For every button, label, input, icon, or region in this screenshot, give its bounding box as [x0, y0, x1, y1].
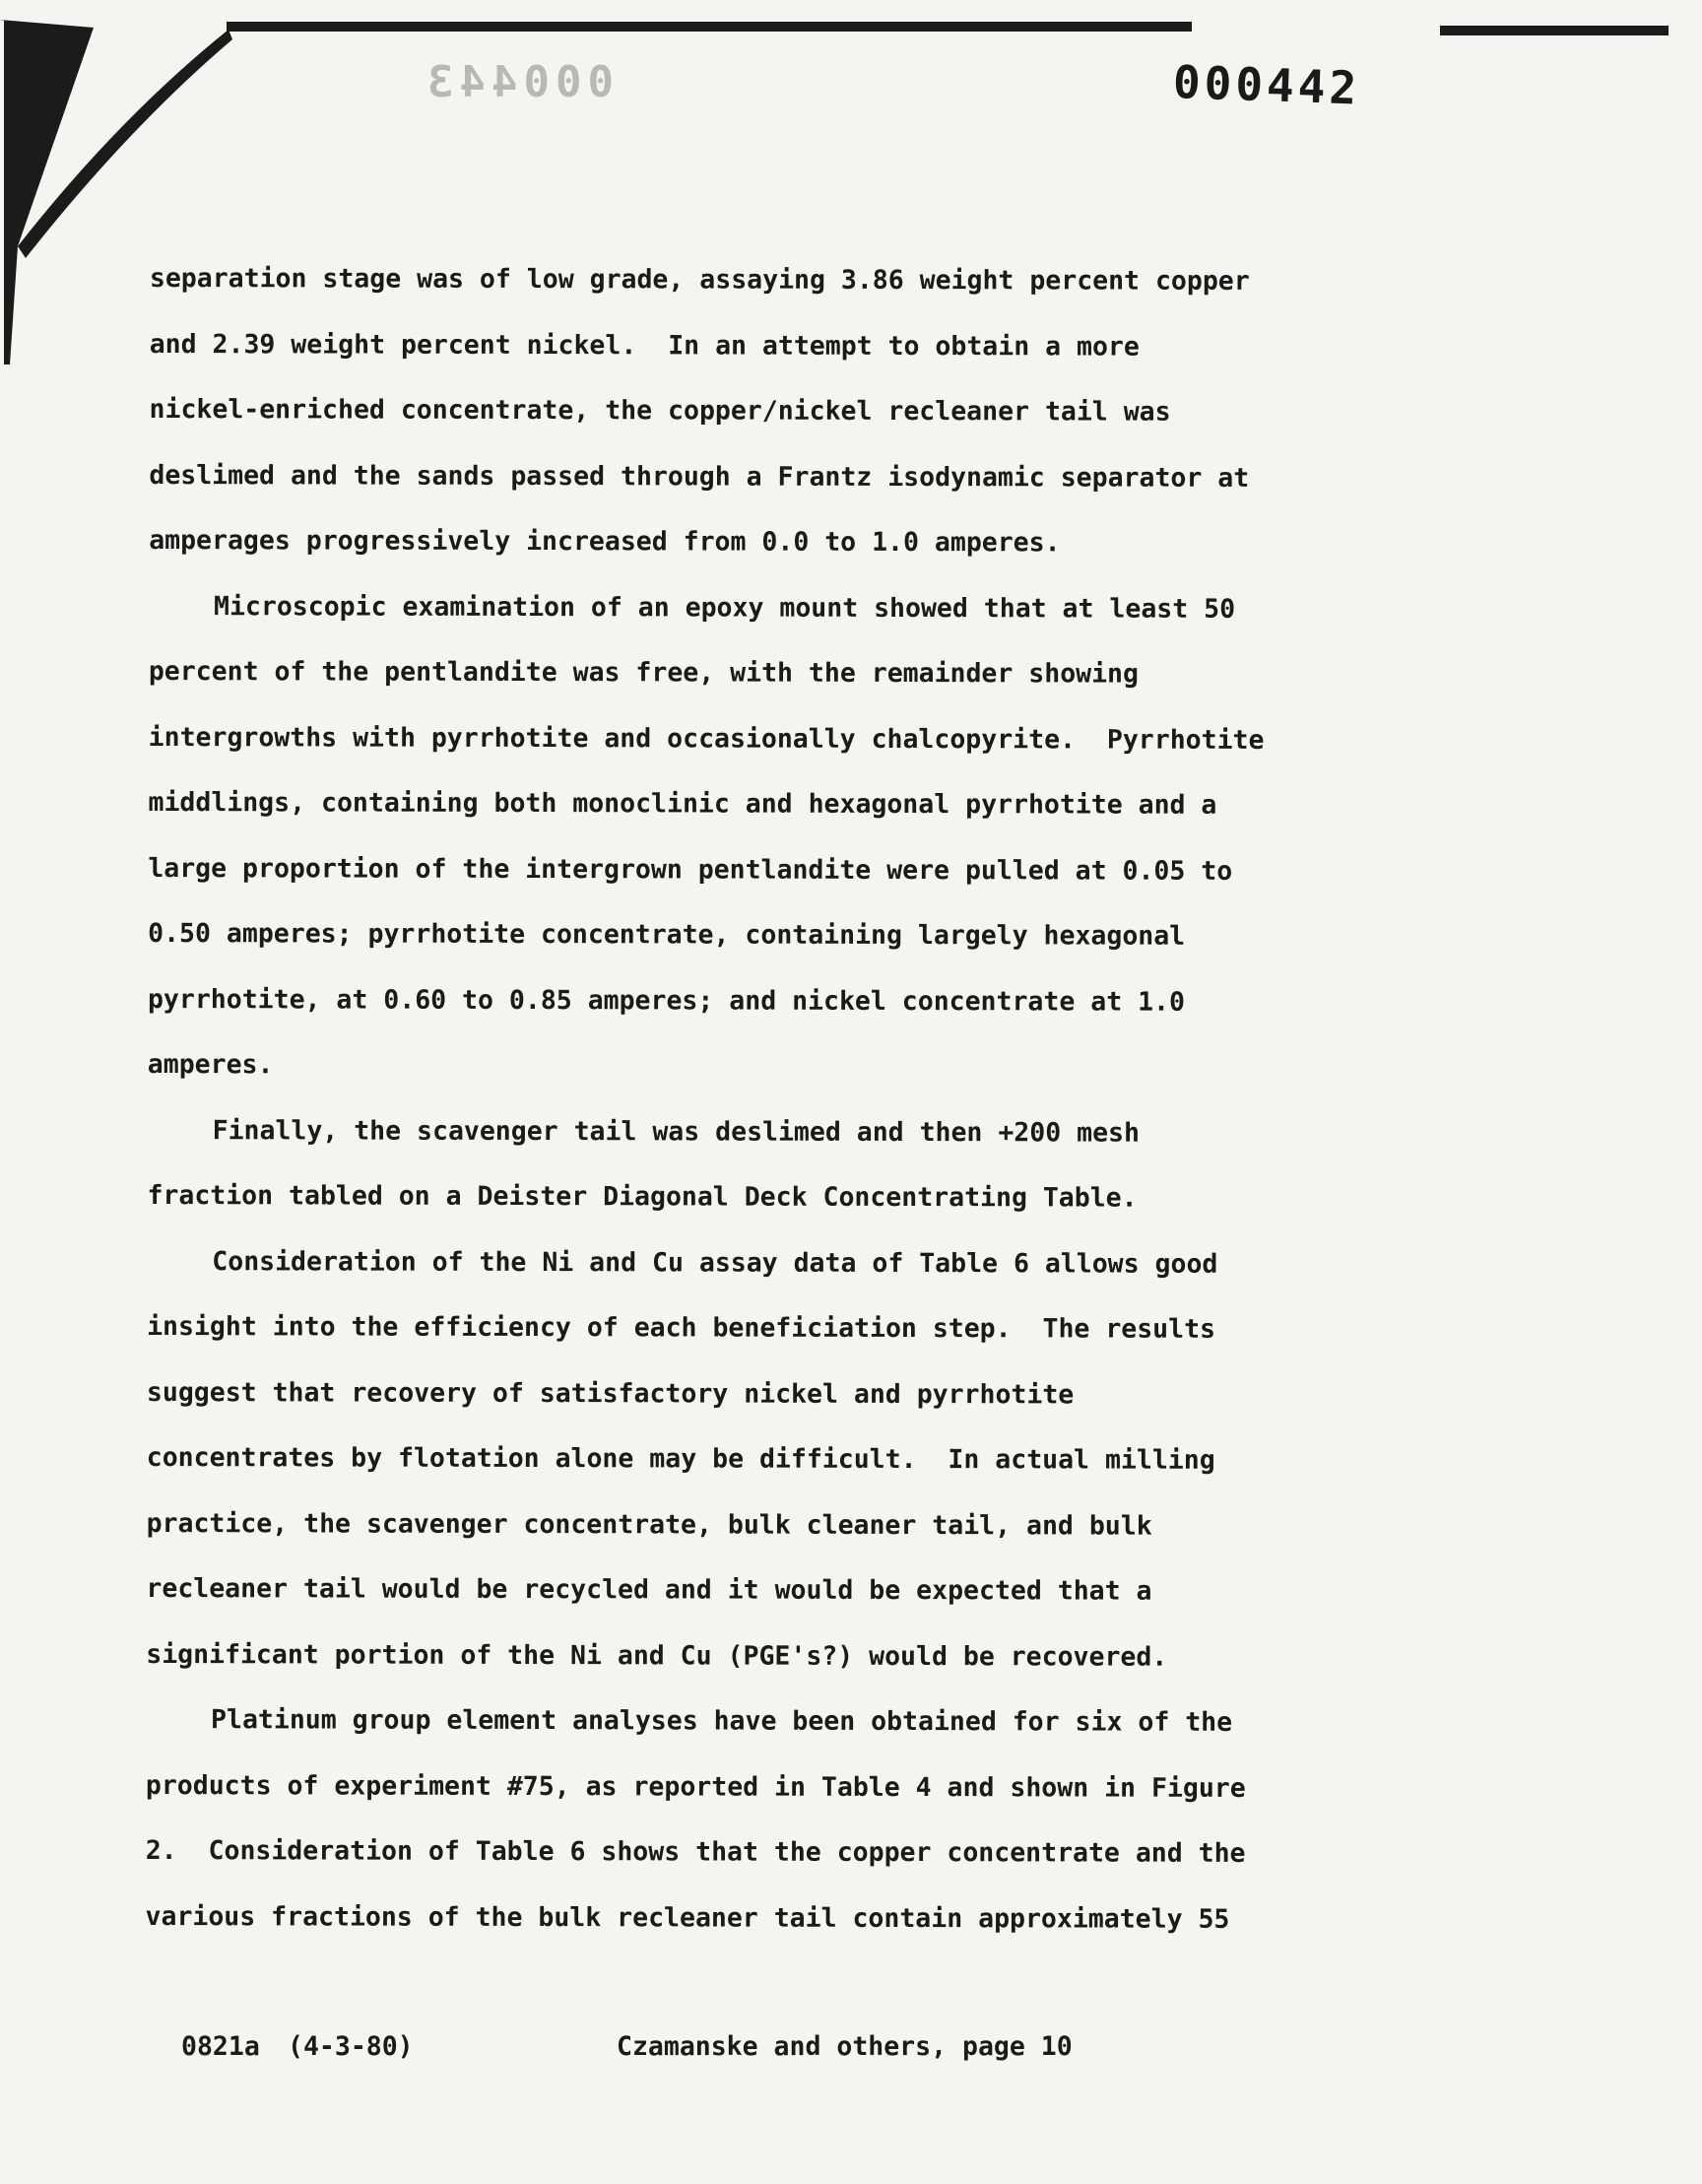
text-line: amperes.: [147, 1048, 274, 1081]
text-line: deslimed and the sands passed through a Frantz isodynamic separator at: [149, 459, 1250, 494]
text-line: practice, the scavenger concentrate, bulk cleaner tail, and bulk: [146, 1507, 1152, 1542]
text-line: Platinum group element analyses have been obtained for six of the: [211, 1704, 1233, 1738]
text-line: 2. Consideration of Table 6 shows that the copper concentrate and the: [145, 1834, 1246, 1869]
text-line: intergrowths with pyrrhotite and occasionally chalcopyrite. Pyrrhotite: [148, 721, 1265, 756]
page-footer: [181, 2031, 1265, 2184]
text-line: middlings, containing both monoclinic and hexagonal pyrrhotite and a: [148, 786, 1217, 821]
paragraph: [148, 573, 1360, 1100]
text-line: recleaner tail would be recycled and it would be expected that a: [146, 1572, 1152, 1607]
text-line: insight into the efficiency of each beneficiation step. The results: [147, 1310, 1216, 1345]
top-edge-shadow-right: [1440, 26, 1669, 35]
text-line: pyrrhotite, at 0.60 to 0.85 amperes; and nickel concentrate at 1.0: [147, 983, 1186, 1018]
page-number-stamp: 000442: [1172, 55, 1362, 115]
page-citation: Czamanske and others, page 10: [617, 2031, 1073, 2062]
text-line: and 2.39 weight percent nickel. In an attempt to obtain a more: [149, 328, 1140, 363]
document-code: 0821a: [181, 2031, 260, 2062]
text-line: suggest that recovery of satisfactory nickel and pyrrhotite: [146, 1376, 1075, 1410]
body-text: [145, 246, 1361, 1952]
text-line: nickel-enriched concentrate, the copper/nickel recleaner tail was: [149, 393, 1171, 428]
text-line: 0.50 amperes; pyrrhotite concentrate, containing largely hexagonal: [148, 917, 1186, 952]
paragraph: [146, 1228, 1358, 1690]
text-line: separation stage was of low grade, assaying 3.86 weight percent copper: [149, 262, 1250, 297]
text-line: large proportion of the intergrown pentlandite were pulled at 0.05 to: [148, 852, 1233, 887]
paragraph: [147, 1097, 1358, 1231]
text-line: Microscopic examination of an epoxy mount showed that at least 50: [214, 590, 1236, 625]
text-line: amperages progressively increased from 0.0 to 1.0 amperes.: [149, 524, 1061, 559]
document-date: (4-3-80): [288, 2031, 414, 2062]
paragraph: [149, 246, 1361, 577]
paragraph: [145, 1688, 1357, 1952]
text-line: significant portion of the Ni and Cu (PGE's?) would be recovered.: [146, 1638, 1168, 1673]
text-line: Consideration of the Ni and Cu assay data of Table 6 allows good: [212, 1245, 1218, 1280]
text-line: various fractions of the bulk recleaner tail contain approximately 55: [145, 1900, 1230, 1935]
top-edge-shadow-left: [227, 22, 1192, 32]
bleed-through-page-number: 000443: [422, 57, 614, 107]
text-line: Finally, the scavenger tail was deslimed and then +200 mesh: [212, 1114, 1141, 1149]
text-line: concentrates by flotation alone may be difficult. In actual milling: [146, 1441, 1215, 1476]
text-line: products of experiment #75, as reported in Table 4 and shown in Figure: [145, 1769, 1246, 1804]
text-line: percent of the pentlandite was free, with the remainder showing: [148, 655, 1140, 690]
text-line: fraction tabled on a Deister Diagonal Deck Concentrating Table.: [147, 1179, 1138, 1214]
